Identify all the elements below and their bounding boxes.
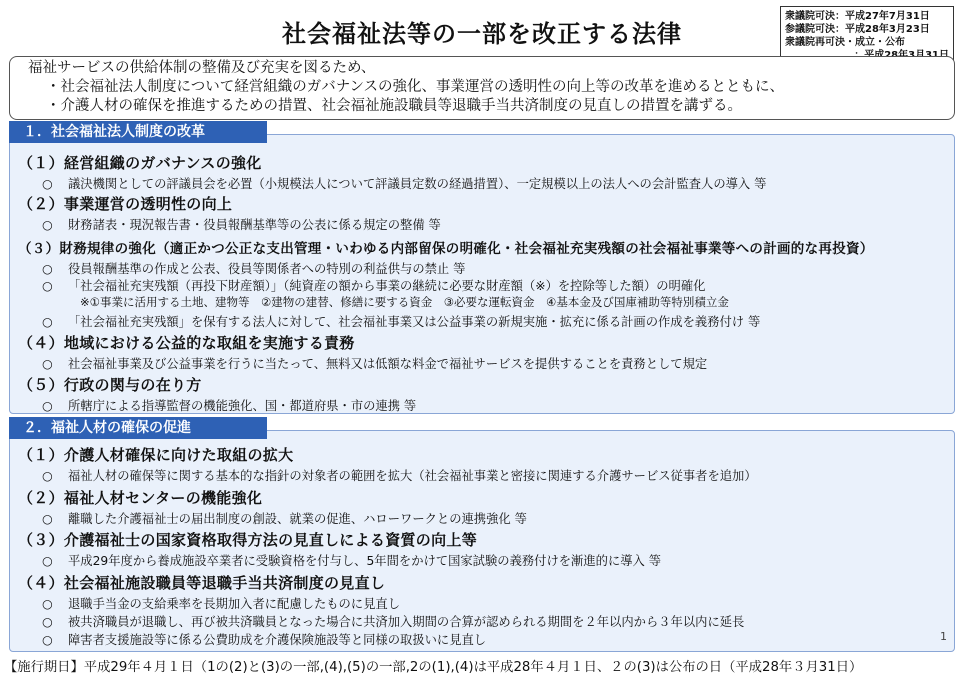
intro-line: ・介護人材の確保を推進するための措置、社会福祉施設職員等退職手当共済制度の見直しの措置を講ずる。 (46, 98, 742, 114)
footnote: ※①事業に活用する土地、建物等 ②建物の建替、修繕に要する資金 ③必要な運転資金 ④基本金及び国庫補助等特別積立金 (80, 295, 729, 309)
list-item: ○ 社会福祉事業及び公益事業を行うに当たって、無料又は低額な料金で福祉サービスを提供することを責務として規定 (42, 357, 708, 371)
intro-line: ・社会福祉法人制度について経営組織のガバナンスの強化、事業運営の透明性の向上等の改革を進めるとともに、 (46, 79, 785, 95)
bullet-circle-icon: ○ (42, 177, 53, 191)
list-item: ○ 被共済職員が退職し、再び被共済職員となった場合に共済加入期間の合算が認められる期間を２年以内から３年以内に延長 (42, 615, 745, 629)
bullet-circle-icon: ○ (42, 357, 53, 371)
bullet-circle-icon: ○ (42, 554, 53, 568)
enforcement-date-footer: 【施行期日】平成29年４月１日（1の(2)と(3)の一部,(4),(5)の一部,2の(1),(4)は平成28年４月１日、２の(3)は公布の日（平成28年３月31日） (4, 660, 863, 675)
intro-box (9, 56, 955, 120)
status-line: 参議院可決：平成28年3月23日 (785, 24, 930, 35)
section-2-heading: ２．福祉人材の確保の促進 (9, 417, 267, 439)
item-heading: （２）事業運営の透明性の向上 (18, 195, 233, 213)
status-line: 衆議院可決：平成27年7月31日 (785, 11, 930, 22)
bullet-circle-icon: ○ (42, 615, 53, 629)
bullet-circle-icon: ○ (42, 633, 53, 647)
list-item: ○ 役員報酬基準の作成と公表、役員等関係者への特別の利益供与の禁止 等 (42, 262, 466, 276)
bullet-circle-icon: ○ (42, 469, 53, 483)
bullet-circle-icon: ○ (42, 512, 53, 526)
section-1-heading: １．社会福祉法人制度の改革 (9, 121, 267, 143)
item-heading: （３）財務規律の強化（適正かつ公正な支出管理・いわゆる内部留保の明確化・社会福祉充実残額の社会福祉事業等への計画的な再投資） (18, 241, 874, 257)
bullet-circle-icon: ○ (42, 218, 53, 232)
item-heading: （４）社会福祉施設職員等退職手当共済制度の見直し (18, 574, 386, 592)
bullet-circle-icon: ○ (42, 262, 53, 276)
list-item: ○ 退職手当金の支給乗率を長期加入者に配慮したものに見直し (42, 597, 401, 611)
list-item: ○ 離職した介護福祉士の届出制度の創設、就業の促進、ハローワークとの連携強化 等 (42, 512, 527, 526)
bullet-circle-icon: ○ (42, 315, 53, 329)
bullet-circle-icon: ○ (42, 279, 53, 293)
intro-line: 福祉サービスの供給体制の整備及び充実を図るため、 (28, 60, 376, 76)
item-heading: （２）福祉人材センターの機能強化 (18, 489, 263, 507)
list-item: ○ 議決機関としての評議員会を必置（小規模法人について評議員定数の経過措置）、一定規模以上の法人への会計監査人の導入 等 (42, 177, 767, 191)
list-item: ○ 所轄庁による指導監督の機能強化、国・都道府県・市の連携 等 (42, 399, 417, 413)
item-heading: （３）介護福祉士の国家資格取得方法の見直しによる資質の向上等 (18, 531, 478, 549)
bullet-circle-icon: ○ (42, 597, 53, 611)
item-heading: （５）行政の関与の在り方 (18, 376, 202, 394)
status-line: 衆議院再可決・成立・公布 (785, 37, 905, 48)
list-item: ○ 「社会福祉充実残額」を保有する法人に対して、社会福祉事業又は公益事業の新規実施・拡充に係る計画の作成を義務付け 等 (42, 315, 761, 329)
list-item: ○ 平成29年度から養成施設卒業者に受験資格を付与し、5年間をかけて国家試験の義務付けを漸進的に導入 等 (42, 554, 662, 568)
list-item: ○ 「社会福祉充実残額（再投下財産額）」（純資産の額から事業の継続に必要な財産額（※）を控除等した額）の明確化 (42, 279, 706, 293)
item-heading: （４）地域における公益的な取組を実施する責務 (18, 334, 355, 352)
list-item: ○ 福祉人材の確保等に関する基本的な指針の対象者の範囲を拡大（社会福祉事業と密接に関連する介護サービス従事者を追加） (42, 469, 757, 483)
item-heading: （１）介護人材確保に向けた取組の拡大 (18, 446, 294, 464)
page-title: 社会福祉法等の一部を改正する法律 (282, 20, 682, 48)
list-item: ○ 障害者支援施設等に係る公費助成を介護保険施設等と同様の取扱いに見直し (42, 633, 487, 647)
page-number: 1 (940, 630, 947, 643)
list-item: ○ 財務諸表・現況報告書・役員報酬基準等の公表に係る規定の整備 等 (42, 218, 441, 232)
bullet-circle-icon: ○ (42, 399, 53, 413)
item-heading: （１）経営組織のガバナンスの強化 (18, 154, 262, 172)
